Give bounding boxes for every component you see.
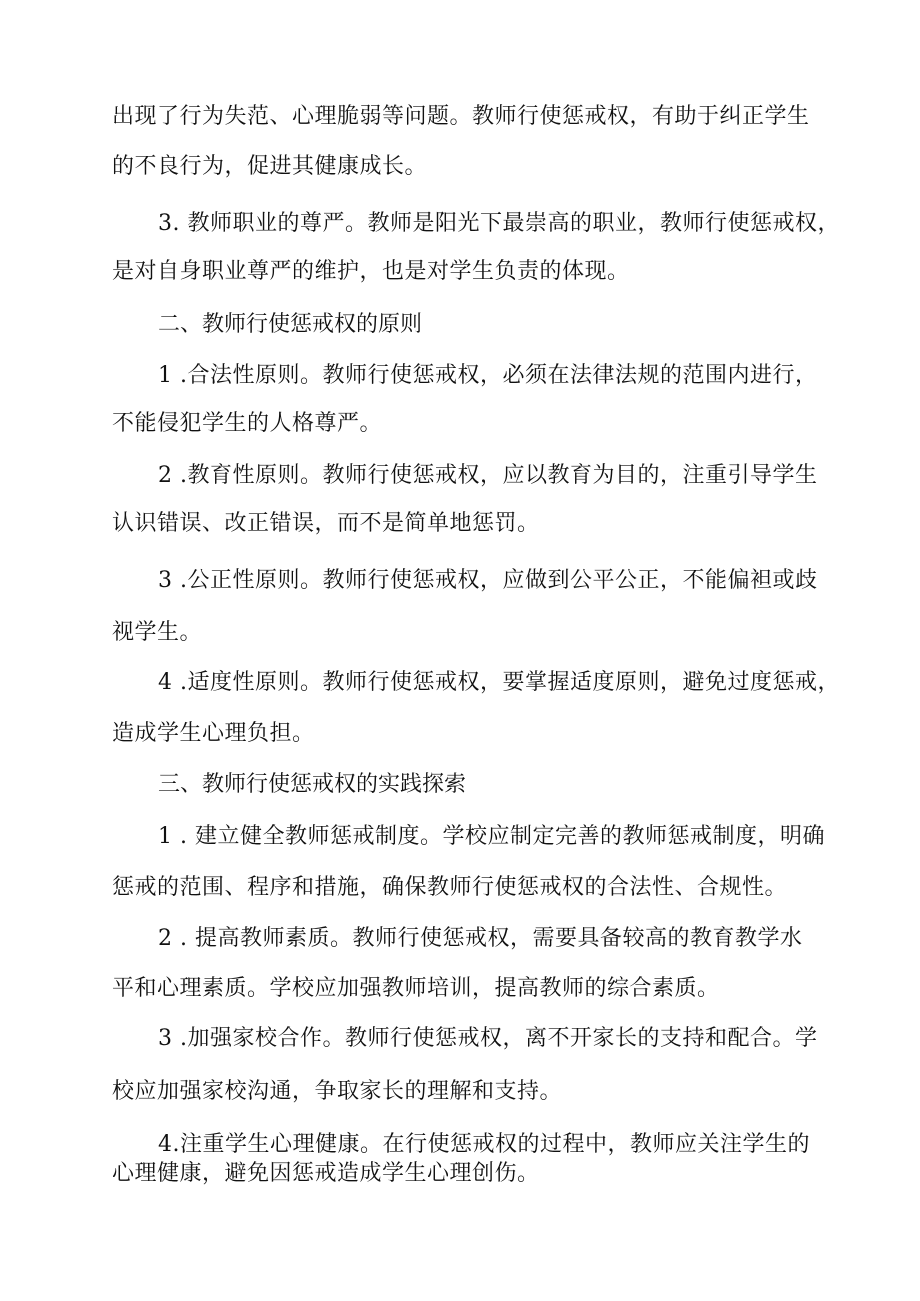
paragraph-line: 3. 教师职业的尊严。教师是阳光下最崇高的职业，教师行使惩戒权， — [158, 211, 840, 236]
paragraph-line: 视学生。 — [112, 620, 203, 645]
paragraph-line: 校应加强家校沟通，争取家长的理解和支持。 — [112, 1079, 563, 1104]
section-heading: 三、教师行使惩戒权的实践探索 — [158, 772, 467, 797]
paragraph-line: 4 .适度性原则。教师行使惩戒权，要掌握适度原则，避免过度惩戒， — [158, 670, 840, 695]
paragraph-line: 认识错误、改正错误，而不是简单地惩罚。 — [112, 511, 540, 536]
paragraph-line: 造成学生心理负担。 — [112, 721, 315, 746]
paragraph-line: 不能侵犯学生的人格尊严。 — [112, 411, 383, 436]
paragraph-line: 2 .教育性原则。教师行使惩戒权，应以教育为目的，注重引导学生 — [158, 463, 818, 488]
paragraph-line: 3 .加强家校合作。教师行使惩戒权，离不开家长的支持和配合。学 — [158, 1026, 818, 1051]
section-heading: 二、教师行使惩戒权的原则 — [158, 312, 423, 337]
paragraph-line: 1 .合法性原则。教师行使惩戒权，必须在法律法规的范围内进行， — [158, 363, 818, 388]
paragraph-line: 3 .公正性原则。教师行使惩戒权，应做到公平公正，不能偏袒或歧 — [158, 568, 818, 593]
paragraph-line: 出现了行为失范、心理脆弱等问题。教师行使惩戒权，有助于纠正学生 — [112, 104, 810, 129]
paragraph-line: 心理健康，避免因惩戒造成学生心理创伤。 — [112, 1161, 540, 1186]
paragraph-line: 惩戒的范围、程序和措施，确保教师行使惩戒权的合法性、合规性。 — [112, 875, 788, 900]
paragraph-line: 1 . 建立健全教师惩戒制度。学校应制定完善的教师惩戒制度，明确 — [158, 824, 825, 849]
paragraph-line: 的不良行为，促进其健康成长。 — [112, 154, 428, 179]
paragraph-line: 2 . 提高教师素质。教师行使惩戒权，需要具备较高的教育教学水 — [158, 926, 803, 951]
paragraph-line: 4.注重学生心理健康。在行使惩戒权的过程中，教师应关注学生的 — [158, 1132, 810, 1157]
paragraph-line: 平和心理素质。学校应加强教师培训，提高教师的综合素质。 — [112, 976, 720, 1001]
paragraph-line: 是对自身职业尊严的维护，也是对学生负责的体现。 — [112, 259, 630, 284]
